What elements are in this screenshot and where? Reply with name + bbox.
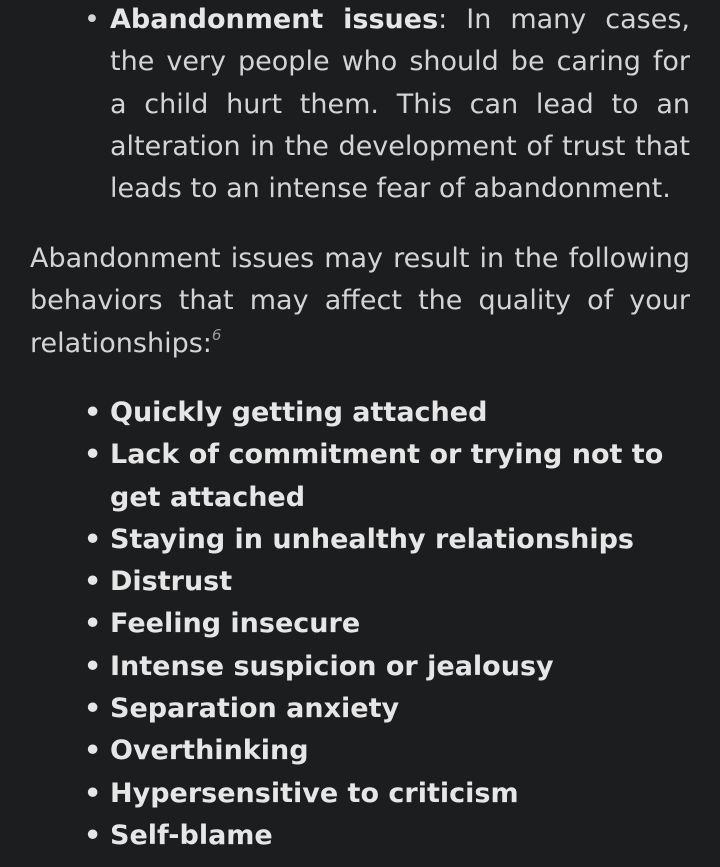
bullet-icon: •: [84, 608, 102, 640]
list-item: [0, 730, 720, 772]
list-item: [0, 392, 720, 434]
list-item-text: : In many cases, the very people who should be caring for a child hurt them. This can lead to an alteration in the development of trust that leads to an intense fear of abandonment.: [110, 4, 690, 205]
bullet-icon: •: [84, 4, 100, 35]
footnote-link[interactable]: 6: [211, 325, 222, 344]
list-item: [0, 0, 720, 210]
list-item: [0, 646, 720, 688]
intro-text: Abandonment issues may result in the following behaviors that may affect the quality of your relationships:: [30, 243, 690, 359]
behaviors-list: [0, 392, 720, 857]
list-item: [0, 561, 720, 603]
intro-paragraph: [30, 238, 690, 365]
bullet-icon: •: [84, 397, 102, 428]
list-item-label: Lack of commitment or trying not to get attached: [110, 439, 664, 513]
list-item-label: Intense suspicion or jealousy: [110, 650, 554, 682]
bullet-icon: •: [84, 777, 102, 809]
list-item: [0, 519, 720, 561]
list-item-label: Distrust: [110, 566, 233, 598]
list-item: [0, 688, 720, 730]
list-item-label: Overthinking: [110, 735, 309, 767]
list-item-label: Quickly getting attached: [110, 397, 488, 428]
bullet-icon: •: [84, 566, 102, 598]
list-item-label: Self-blame: [110, 819, 273, 851]
list-item: [0, 603, 720, 645]
list-item-label: Separation anxiety: [110, 693, 400, 725]
abandonment-issues-list: [0, 0, 720, 210]
bullet-icon: •: [84, 439, 102, 471]
list-item: [0, 773, 720, 815]
list-item-label: Staying in unhealthy relationships: [110, 523, 634, 555]
bullet-icon: •: [84, 650, 102, 682]
list-item-term: Abandonment issues: [110, 4, 439, 35]
list-item-label: Feeling insecure: [110, 608, 361, 640]
bullet-icon: •: [84, 523, 102, 555]
list-item-label: Hypersensitive to criticism: [110, 777, 519, 809]
bullet-icon: •: [84, 735, 102, 767]
list-item: [0, 815, 720, 857]
list-item: [0, 434, 720, 519]
bullet-icon: •: [84, 693, 102, 725]
bullet-icon: •: [84, 819, 102, 851]
